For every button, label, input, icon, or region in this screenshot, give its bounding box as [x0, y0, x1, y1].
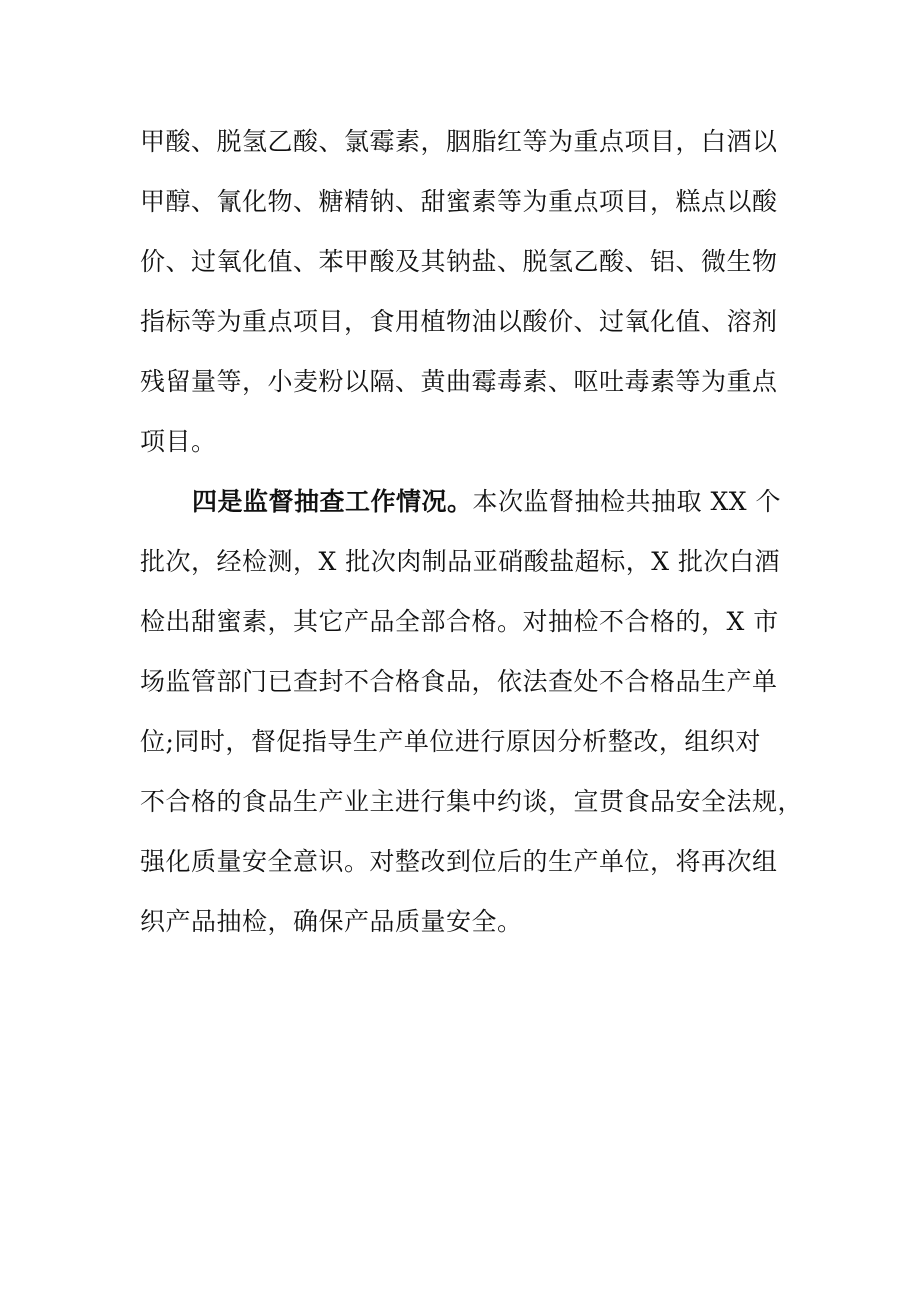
text-line: 织产品抽检，确保产品质量安全。 [140, 907, 523, 936]
text-line: 位;同时，督促指导生产单位进行原因分析整改，组织对 [140, 727, 761, 756]
text-line: 甲醇、氰化物、糖精钠、甜蜜素等为重点项目，糕点以酸 [140, 187, 778, 216]
text-line: 指标等为重点项目，食用植物油以酸价、过氧化值、溶剂 [140, 307, 778, 336]
text-span: 本次监督抽检共抽取 XX 个 [472, 487, 782, 516]
section-heading: 四是监督抽查工作情况。 [192, 487, 473, 516]
text-line: 批次，经检测，X 批次肉制品亚硝酸盐超标，X 批次白酒 [140, 547, 780, 576]
text-line: 残留量等，小麦粉以隔、黄曲霉毒素、呕吐毒素等为重点 [140, 367, 778, 396]
text-line: 不合格的食品生产业主进行集中约谈，宣贯食品安全法规， [140, 787, 804, 816]
text-line: 项目。 [140, 427, 217, 456]
text-line: 场监管部门已查封不合格食品，依法查处不合格品生产单 [140, 667, 778, 696]
text-line: 强化质量安全意识。对整改到位后的生产单位，将再次组 [140, 847, 778, 876]
text-line: 甲酸、脱氢乙酸、氯霉素，胭脂红等为重点项目，白酒以 [140, 127, 778, 156]
text-line: 价、过氧化值、苯甲酸及其钠盐、脱氢乙酸、铝、微生物 [140, 247, 778, 276]
paragraph-first-line [192, 487, 800, 517]
text-line: 检出甜蜜素，其它产品全部合格。对抽检不合格的，X 市 [140, 607, 779, 636]
